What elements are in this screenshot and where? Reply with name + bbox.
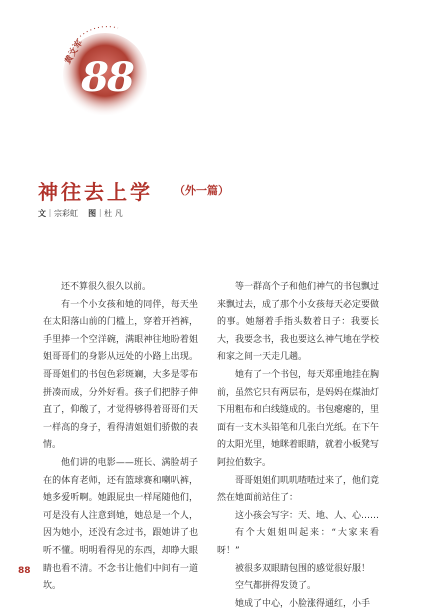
paragraph: 有一个小女孩和她的同伴，每天坐在太阳落山前的门槛上，穿着开裆裤，手里捧一个空洋碗，满眼神往地盼着姐姐哥哥们的身影从远处的小路上出现。哥哥姐们的书包色彩斑斓，大多是零布拼凑而成，分外好看。孩子们把脖子伸直了，仰酸了，才觉得够得着哥哥们天一样高的身子，看得清姐姐们骄傲的表情。: [43, 299, 198, 451]
paragraph: 被很多双眼睛包围的感觉很好服！: [235, 563, 371, 574]
paragraph: 还不算很久很久以前。: [61, 282, 152, 292]
article-subtitle: （外一篇）: [174, 184, 229, 197]
paragraph: 她成了中心，小脸涨得通红，小手: [235, 598, 371, 609]
paragraph: 他们讲的电影——班长、满脸胡子在的体育老师，还有篮球赛和喇叭裤，她多爱听啊。她跟屁虫一样尾随他们，可是没有人注意到她，她总是一个人，因为她小，还没有念过书，跟她讲了也听不懂。明明看得见的东西，却睁大眼睛也看不清。不念书让他们中间有一道坎。: [43, 457, 198, 592]
author-label: 文: [38, 209, 46, 218]
paragraph: 空气都拼得发烫了。: [235, 581, 317, 592]
page-number-badge: [58, 20, 153, 115]
illustrator-label: 图: [88, 209, 97, 218]
paragraph: 她有了一个书包，每天郑重地挂在胸前，虽然它只有两层布，是妈妈在煤油灯下用粗布和白线缝成的。书包瘪瘪的，里面有一支木头铅笔和几张白光纸。在下午的太阳光里，她眯着眼睛，就着小板凳写阿拉伯数字。: [217, 369, 380, 468]
paragraph: 哥哥姐姐们叽叽喳喳过来了，他们竟然在她面前站住了：: [217, 475, 380, 504]
badge-label: 黄文军: [63, 37, 85, 66]
paragraph: 有个大姐姐叫起来：“大家来看呀！”: [217, 528, 379, 556]
paragraph: 这小孩会写字：天、地、人、心……: [235, 510, 380, 521]
paragraph: 等一群高个子和他们神气的书包飘过来飘过去，成了那个小女孩每天必定要做的事。她掰着手指头数着日子：我要长大，我要念书，我也要这么神气地在学校和家之间一天走几趟。: [217, 282, 380, 363]
author-name: 宗彩虹: [54, 209, 78, 218]
left-text-column: [43, 279, 198, 596]
byline: 文｜宗彩虹 图｜杜 凡: [38, 209, 123, 218]
right-text-column: [217, 279, 379, 613]
page-folio: 88: [18, 566, 31, 576]
badge-number: 88: [81, 54, 133, 101]
illustrator-name: 杜 凡: [104, 209, 123, 218]
article-title: 神往去上学: [38, 180, 153, 204]
